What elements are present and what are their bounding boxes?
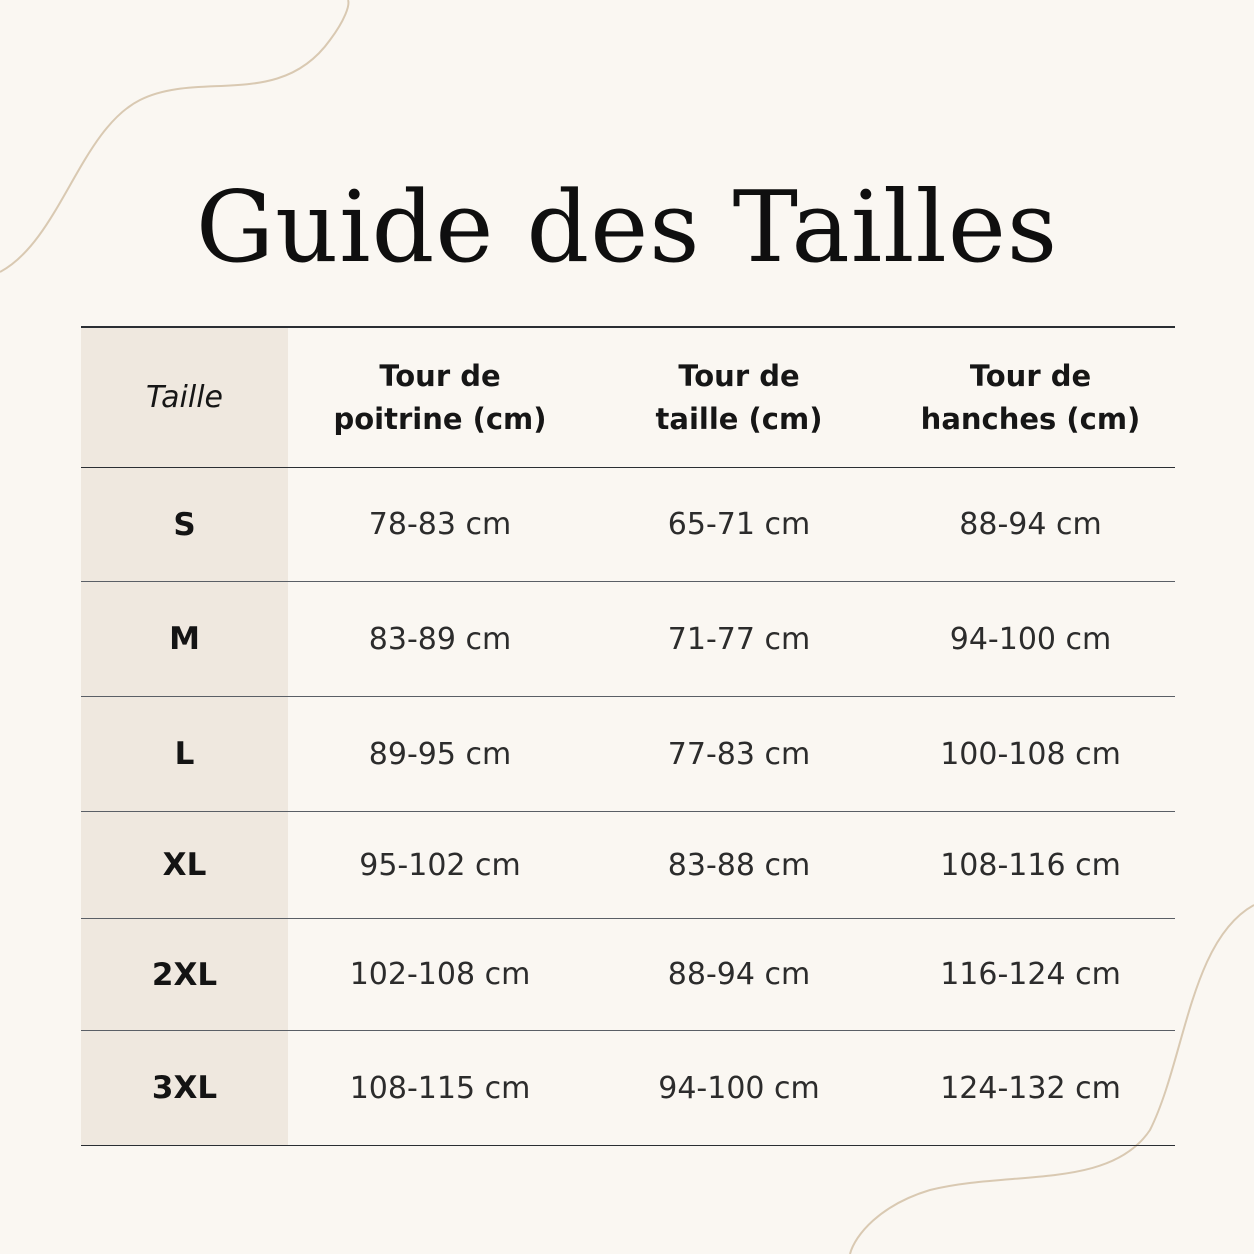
- header-waist: [592, 327, 886, 468]
- bust-cell: 95-102 cm: [288, 812, 592, 919]
- table-row: [81, 1031, 1175, 1146]
- header-bust: [288, 327, 592, 468]
- header-size: [81, 327, 288, 468]
- waist-cell: 94-100 cm: [592, 1031, 886, 1146]
- waist-cell: 71-77 cm: [592, 582, 886, 697]
- bust-cell: 102-108 cm: [288, 919, 592, 1031]
- header-hips-line2: hanches (cm): [920, 401, 1141, 436]
- hips-cell: 108-116 cm: [886, 812, 1175, 919]
- waist-cell: 65-71 cm: [592, 468, 886, 582]
- hips-cell: 124-132 cm: [886, 1031, 1175, 1146]
- hips-cell: 88-94 cm: [886, 468, 1175, 582]
- table-row: [81, 919, 1175, 1031]
- page-title: Guide des Tailles: [195, 171, 1059, 285]
- header-waist-line1: Tour de: [678, 358, 800, 393]
- size-cell: L: [81, 697, 288, 812]
- header-waist-line2: taille (cm): [655, 401, 823, 436]
- table-row: [81, 697, 1175, 812]
- header-bust-line2: poitrine (cm): [333, 401, 547, 436]
- bust-cell: 108-115 cm: [288, 1031, 592, 1146]
- size-cell: 2XL: [81, 919, 288, 1031]
- table-row: [81, 468, 1175, 582]
- waist-cell: 88-94 cm: [592, 919, 886, 1031]
- table-row: [81, 812, 1175, 919]
- header-hips: [886, 327, 1175, 468]
- header-hips-line1: Tour de: [969, 358, 1092, 393]
- header-bust-line1: Tour de: [379, 358, 501, 393]
- hips-cell: 94-100 cm: [886, 582, 1175, 697]
- table-row: [81, 582, 1175, 697]
- hips-cell: 116-124 cm: [886, 919, 1175, 1031]
- table-header-row: [81, 327, 1175, 468]
- bust-cell: 83-89 cm: [288, 582, 592, 697]
- bust-cell: 89-95 cm: [288, 697, 592, 812]
- waist-cell: 83-88 cm: [592, 812, 886, 919]
- header-size-label: Taille: [145, 380, 224, 415]
- size-cell: S: [81, 468, 288, 582]
- hips-cell: 100-108 cm: [886, 697, 1175, 812]
- waist-cell: 77-83 cm: [592, 697, 886, 812]
- size-cell: M: [81, 582, 288, 697]
- size-guide-table: [81, 326, 1175, 1146]
- bust-cell: 78-83 cm: [288, 468, 592, 582]
- size-cell: XL: [81, 812, 288, 919]
- size-cell: 3XL: [81, 1031, 288, 1146]
